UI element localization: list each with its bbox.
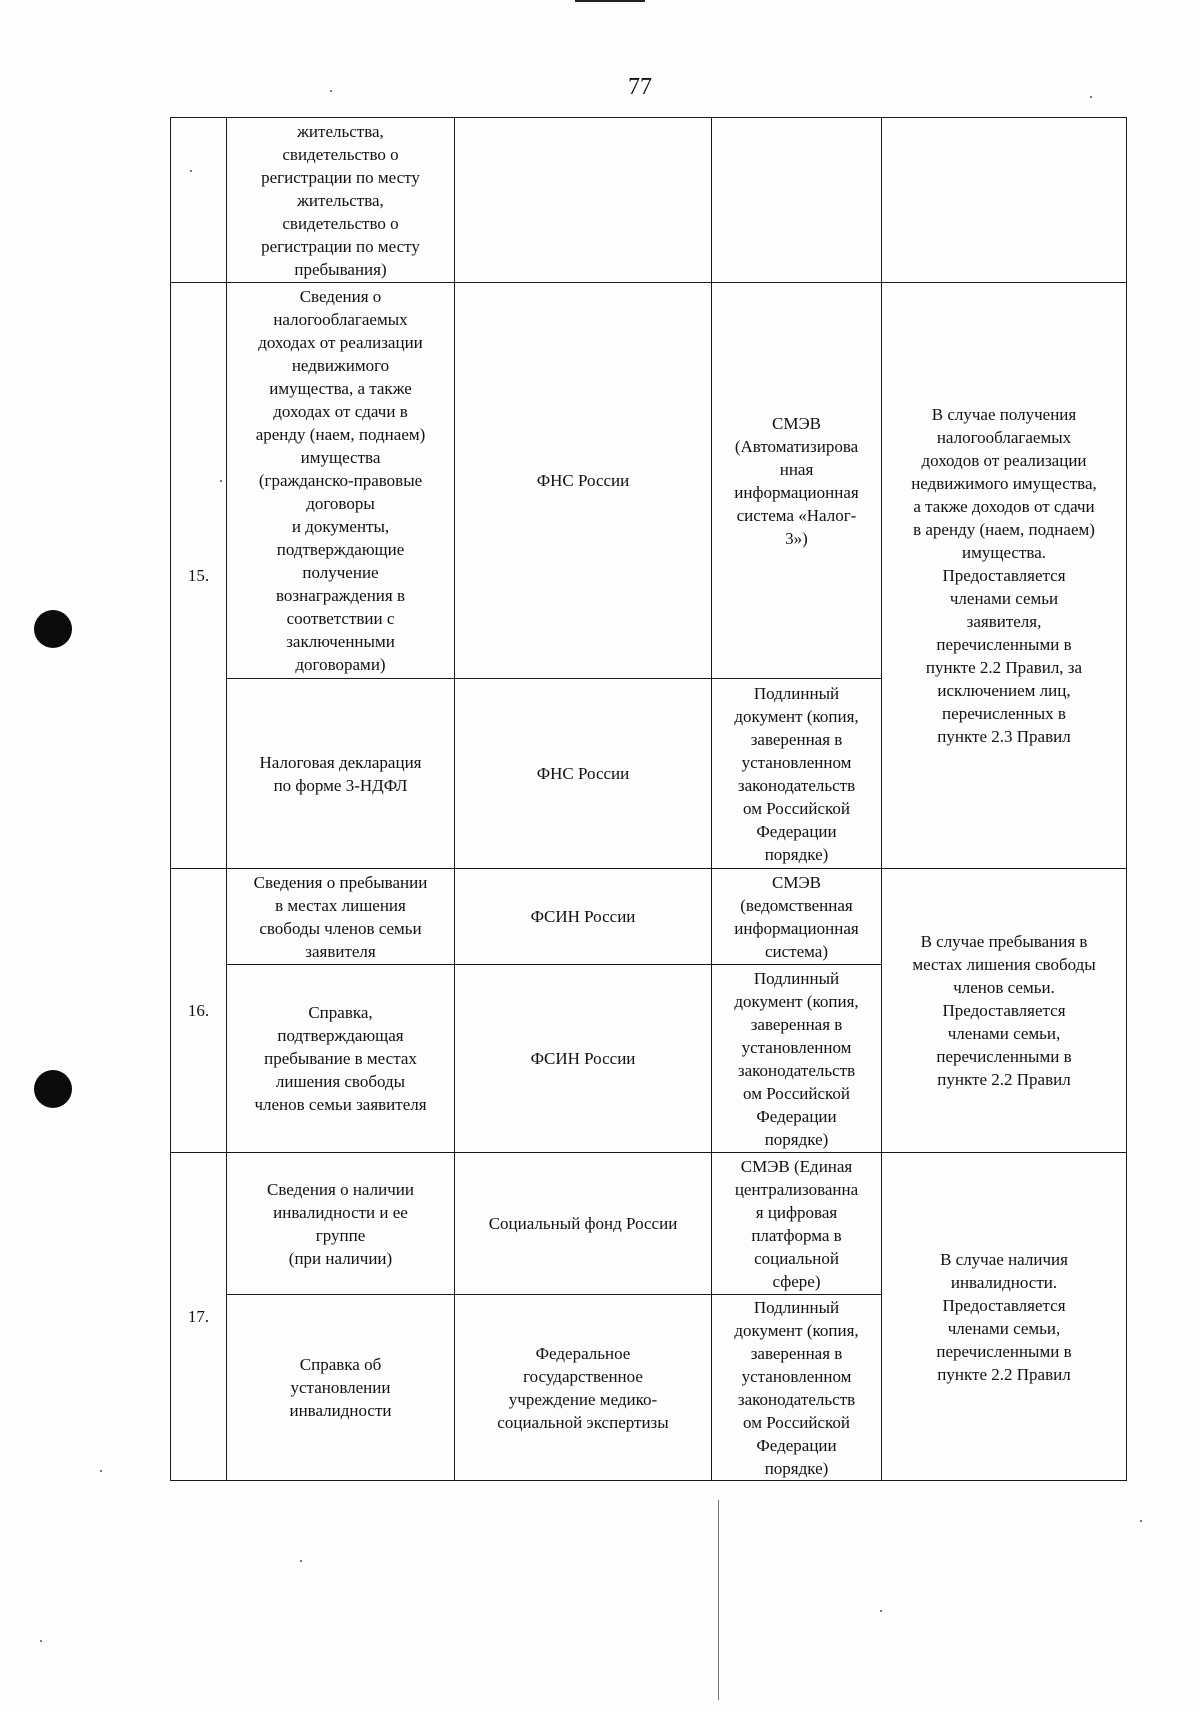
row-number-cell — [171, 118, 227, 283]
source-cell: Подлинный документ (копия, заверенная в установленном законодательств ом Российской Федерации порядке) — [712, 1295, 882, 1481]
document-cell: жительства, свидетельство о регистрации по месту жительства, свидетельство о регистрации по месту пребывания) — [227, 118, 455, 283]
source-cell: СМЭВ (Единая централизованна я цифровая платформа в социальной сфере) — [712, 1153, 882, 1295]
scan-speck — [1140, 1520, 1142, 1522]
organization-cell: ФНС России — [455, 679, 712, 869]
source-cell — [712, 118, 882, 283]
scan-speck — [220, 480, 222, 482]
scan-speck — [300, 1560, 302, 1562]
scan-speck — [1090, 96, 1092, 98]
organization-cell: ФСИН России — [455, 869, 712, 965]
note-cell: В случае пребывания в местах лишения свободы членов семьи. Предоставляется членами семьи, перечисленными в пункте 2.2 Правил — [882, 869, 1127, 1153]
source-cell: Подлинный документ (копия, заверенная в установленном законодательств ом Российской Федерации порядке) — [712, 679, 882, 869]
scan-speck — [330, 90, 332, 92]
page-number: 77 — [628, 74, 652, 100]
scan-speck — [190, 170, 192, 172]
note-cell: В случае наличия инвалидности. Предоставляется членами семьи, перечисленными в пункте 2.2 Правил — [882, 1153, 1127, 1481]
table-row — [171, 1153, 1127, 1295]
document-cell: Справка об установлении инвалидности — [227, 1295, 455, 1481]
organization-cell: Федеральное государственное учреждение медико- социальной экспертизы — [455, 1295, 712, 1481]
table-row — [171, 869, 1127, 965]
table-row — [171, 283, 1127, 679]
organization-cell: ФСИН России — [455, 965, 712, 1153]
source-cell: Подлинный документ (копия, заверенная в установленном законодательств ом Российской Федерации порядке) — [712, 965, 882, 1153]
scan-speck — [40, 1640, 42, 1642]
source-cell: СМЭВ (Автоматизирова нная информационная система «Налог- 3») — [712, 283, 882, 679]
source-cell: СМЭВ (ведомственная информационная система) — [712, 869, 882, 965]
table-row — [171, 118, 1127, 283]
document-cell: Сведения о наличии инвалидности и ее группе (при наличии) — [227, 1153, 455, 1295]
organization-cell: ФНС России — [455, 283, 712, 679]
row-number-cell: 15. — [171, 283, 227, 869]
punch-hole — [34, 1070, 72, 1108]
scan-speck — [880, 1610, 882, 1612]
note-cell — [882, 118, 1127, 283]
document-cell: Сведения о налогооблагаемых доходах от реализации недвижимого имущества, а также доходах от сдачи в аренду (наем, поднаем) имущества (гражданско-правовые договоры и документы, подтверждающие получение вознаграждения в соответствии с заключенными договорами) — [227, 283, 455, 679]
documents-table — [170, 117, 1127, 1481]
scan-speck — [100, 1470, 102, 1472]
document-cell: Сведения о пребывании в местах лишения свободы членов семьи заявителя — [227, 869, 455, 965]
scan-mark — [575, 0, 645, 2]
row-number-cell: 17. — [171, 1153, 227, 1481]
organization-cell — [455, 118, 712, 283]
scan-artifact-line — [718, 1500, 719, 1700]
punch-hole — [34, 610, 72, 648]
note-cell: В случае получения налогооблагаемых доходов от реализации недвижимого имущества, а также доходов от сдачи в аренду (наем, поднаем) имущества. Предоставляется членами семьи заявителя, перечисленными в пункте 2.2 Правил, за исключением лиц, перечисленных в пункте 2.3 Правил — [882, 283, 1127, 869]
organization-cell: Социальный фонд России — [455, 1153, 712, 1295]
document-cell: Справка, подтверждающая пребывание в местах лишения свободы членов семьи заявителя — [227, 965, 455, 1153]
row-number-cell: 16. — [171, 869, 227, 1153]
document-cell: Налоговая декларация по форме 3-НДФЛ — [227, 679, 455, 869]
